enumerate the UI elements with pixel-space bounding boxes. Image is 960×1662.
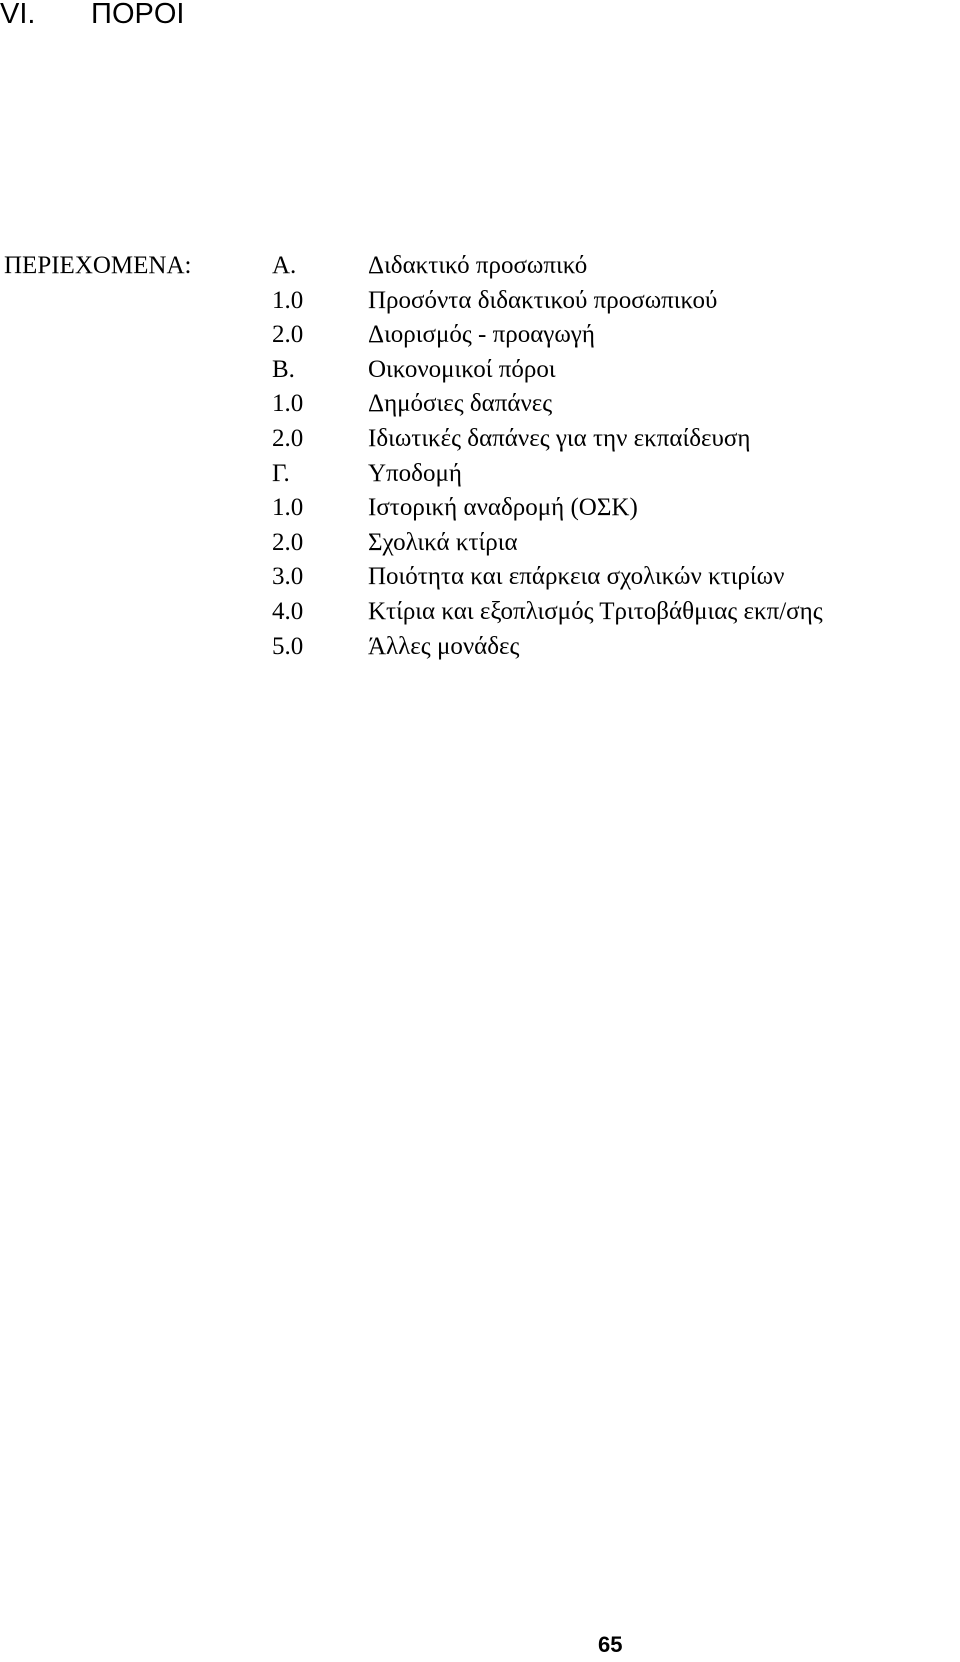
toc-entry-title: Ποιότητα και επάρκεια σχολικών κτιρίων	[368, 563, 785, 591]
toc-entry-title: Ιστορική αναδρομή (ΟΣΚ)	[368, 494, 638, 522]
toc-entry	[272, 422, 823, 457]
toc-entry-number: 2.0	[272, 424, 304, 452]
contents-label: ΠΕΡΙΕΧΟΜΕΝΑ:	[4, 252, 192, 279]
toc-entry-number: 4.0	[272, 597, 304, 625]
table-of-contents	[272, 249, 823, 664]
toc-entry-number: 1.0	[272, 286, 304, 314]
toc-entry-number: 1.0	[272, 390, 304, 418]
toc-entry	[272, 491, 823, 526]
chapter-title: ΠΟΡΟΙ	[91, 0, 185, 30]
toc-entry	[272, 387, 823, 422]
toc-entry	[272, 595, 823, 630]
chapter-number: VI.	[0, 0, 36, 30]
toc-entry-number: 5.0	[272, 632, 304, 660]
toc-entry	[272, 284, 823, 319]
toc-entry-title: Σχολικά κτίρια	[368, 528, 518, 556]
toc-entry-number: Β.	[272, 355, 295, 383]
toc-entry	[272, 560, 823, 595]
toc-entry	[272, 630, 823, 665]
toc-entry-title: Υποδομή	[368, 459, 462, 487]
toc-entry-title: Άλλες μονάδες	[368, 632, 520, 660]
toc-entry	[272, 318, 823, 353]
toc-entry-title: Διορισμός - προαγωγή	[368, 321, 595, 349]
toc-entry-title: Προσόντα διδακτικού προσωπικού	[368, 286, 718, 314]
chapter-heading	[0, 0, 184, 32]
toc-entry-title: Κτίρια και εξοπλισμός Τριτοβάθμιας εκπ/σης	[368, 597, 823, 625]
toc-entry	[272, 353, 823, 388]
toc-entry-number: 1.0	[272, 494, 304, 522]
toc-entry-number: 2.0	[272, 528, 304, 556]
toc-entry-number: 2.0	[272, 321, 304, 349]
toc-entry-title: Διδακτικό προσωπικό	[368, 252, 588, 279]
toc-entry-number: 3.0	[272, 563, 304, 591]
toc-entry-title: Δημόσιες δαπάνες	[368, 390, 553, 418]
toc-entry-number: Α.	[272, 252, 297, 279]
page-number: 65	[598, 1632, 623, 1657]
toc-entry-title: Οικονομικοί πόροι	[368, 355, 556, 383]
toc-entry	[272, 526, 823, 561]
toc-entry-number: Γ.	[272, 459, 290, 487]
toc-entry	[272, 249, 823, 284]
toc-entry	[272, 457, 823, 492]
toc-entry-title: Ιδιωτικές δαπάνες για την εκπαίδευση	[368, 424, 751, 452]
